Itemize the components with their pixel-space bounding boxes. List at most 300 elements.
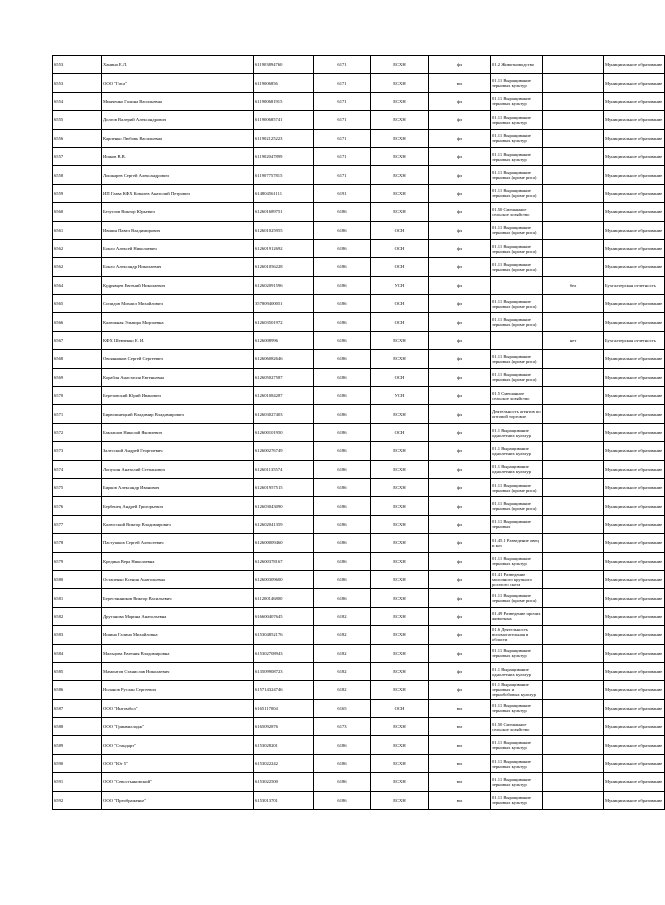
- taxpayer-name: Залесский Андрей Георгиевич: [102, 442, 254, 460]
- taxpayer-name: КФХ Шевченко Е. И.: [102, 331, 254, 349]
- inn-cell: 6153022500: [254, 773, 314, 791]
- note-cell: [543, 74, 604, 92]
- taxpayer-name: Карпенко Любовь Васильевна: [102, 129, 254, 147]
- row-number: 6561: [53, 221, 102, 239]
- tax-regime: ЕСХН: [371, 644, 429, 662]
- activity-description: 01.11 Выращивание зерновых (кроме риса): [491, 589, 543, 607]
- tax-regime: ЕСХН: [371, 570, 429, 588]
- note-cell: [543, 552, 604, 570]
- taxpayer-name: Баклашов Николай Яковлевич: [102, 423, 254, 441]
- municipality-cell: Муниципальное образование: [604, 368, 665, 386]
- tax-regime: ЕСХН: [371, 534, 429, 552]
- note-cell: [543, 350, 604, 368]
- tax-office-code: 6186: [314, 313, 371, 331]
- taxpayer-name: Ноланов Руслан Сергеевич: [102, 681, 254, 699]
- inn-cell: 6126008996: [254, 331, 314, 349]
- tax-regime: ЕСХН: [371, 718, 429, 736]
- inn-cell: 6153013701: [254, 791, 314, 809]
- registry-table: [52, 55, 665, 810]
- taxpayer-name: Лошкарев Сергей Александрович: [102, 166, 254, 184]
- taxpayer-name: Калюсский Виктор Владимирович: [102, 515, 254, 533]
- row-number: 6562: [53, 258, 102, 276]
- taxpayer-name: Ханина Е.Л.: [102, 56, 254, 74]
- municipality-cell: Муниципальное образование: [604, 295, 665, 313]
- inn-cell: 612606082646: [254, 350, 314, 368]
- inn-cell: 612600309600: [254, 570, 314, 588]
- tax-regime: ЕСХН: [371, 681, 429, 699]
- entity-type: юл: [429, 736, 491, 754]
- activity-description: 01.11 Выращивание зерновых культур: [491, 736, 543, 754]
- table-row: [53, 276, 665, 294]
- note-cell: [543, 699, 604, 717]
- tax-regime: ОСН: [371, 239, 429, 257]
- tax-office-code: 6191: [314, 184, 371, 202]
- tax-regime: ЕСХН: [371, 350, 429, 368]
- municipality-cell: Муниципальное образование: [604, 387, 665, 405]
- taxpayer-name: Овсянников Сергей Сергеевич: [102, 350, 254, 368]
- inn-cell: 612600276749: [254, 442, 314, 460]
- tax-regime: ЕСХН: [371, 166, 429, 184]
- taxpayer-name: Лопухин Анатолий Степанович: [102, 460, 254, 478]
- activity-description: 01.11 Выращивание зерновых культур: [491, 129, 543, 147]
- activity-description: 01.11 Выращивание зерновых культур: [491, 74, 543, 92]
- row-number: 6557: [53, 147, 102, 165]
- entity-type: фл: [429, 350, 491, 368]
- table-row: [53, 699, 665, 717]
- taxpayer-name: Минченко Галина Васильевна: [102, 92, 254, 110]
- note-cell: [543, 718, 604, 736]
- activity-description: 01.11 Выращивание зерновых (кроме риса): [491, 313, 543, 331]
- tax-regime: ЕСХН: [371, 552, 429, 570]
- entity-type: юл: [429, 791, 491, 809]
- entity-type: фл: [429, 570, 491, 588]
- row-number: 6576: [53, 497, 102, 515]
- activity-description: 01.6 Деятельность вспомогательная в области: [491, 626, 543, 644]
- table-row: [53, 607, 665, 625]
- tax-regime: ЕСХН: [371, 405, 429, 423]
- note-cell: [543, 387, 604, 405]
- taxpayer-name: ООО "Стандарт": [102, 736, 254, 754]
- entity-type: фл: [429, 258, 491, 276]
- inn-cell: 611902047899: [254, 147, 314, 165]
- note-cell: [543, 460, 604, 478]
- tax-regime: ЕСХН: [371, 791, 429, 809]
- entity-type: юл: [429, 754, 491, 772]
- tax-office-code: 6171: [314, 111, 371, 129]
- tax-office-code: 6186: [314, 570, 371, 588]
- municipality-cell: Муниципальное образование: [604, 773, 665, 791]
- taxpayer-name: Бокло Александр Николаевич: [102, 258, 254, 276]
- entity-type: фл: [429, 442, 491, 460]
- table-row: [53, 203, 665, 221]
- note-cell: [543, 295, 604, 313]
- note-cell: [543, 534, 604, 552]
- row-number: 6556: [53, 129, 102, 147]
- table-row: [53, 295, 665, 313]
- row-number: 6559: [53, 184, 102, 202]
- taxpayer-name: Бирюлинецкий Владимир Владимирович: [102, 405, 254, 423]
- municipality-cell: Муниципальное образование: [604, 607, 665, 625]
- taxpayer-name: Бокло Алексей Николаевич: [102, 239, 254, 257]
- municipality-cell: Муниципальное образование: [604, 92, 665, 110]
- tax-regime: ЕСХН: [371, 203, 429, 221]
- activity-description: 01.41 Разведение молочного крупного рогатого скота: [491, 570, 543, 588]
- inn-cell: 612603043090: [254, 497, 314, 515]
- entity-type: фл: [429, 184, 491, 202]
- table-row: [53, 460, 665, 478]
- table-row: [53, 515, 665, 533]
- municipality-cell: Муниципальное образование: [604, 589, 665, 607]
- tax-regime: ЕСХН: [371, 331, 429, 349]
- entity-type: юл: [429, 74, 491, 92]
- note-cell: [543, 589, 604, 607]
- row-number: 6578: [53, 534, 102, 552]
- entity-type: фл: [429, 552, 491, 570]
- tax-office-code: 6186: [314, 442, 371, 460]
- row-number: 6589: [53, 736, 102, 754]
- tax-office-code: 6186: [314, 258, 371, 276]
- note-cell: [543, 221, 604, 239]
- note-cell: [543, 773, 604, 791]
- row-number: 6584: [53, 644, 102, 662]
- activity-description: 01.1 Выращивание однолетних культур: [491, 460, 543, 478]
- inn-cell: 611900681915: [254, 92, 314, 110]
- note-cell: [543, 92, 604, 110]
- row-number: 6569: [53, 368, 102, 386]
- note-cell: [543, 644, 604, 662]
- municipality-cell: Муниципальное образование: [604, 258, 665, 276]
- activity-description: 01.50 Смешанное сельское хозяйство: [491, 203, 543, 221]
- entity-type: фл: [429, 644, 491, 662]
- taxpayer-name: Безуглов Виктор Юрьевич: [102, 203, 254, 221]
- row-number: 6588: [53, 718, 102, 736]
- row-number: 6553: [53, 56, 102, 74]
- tax-office-code: 6182: [314, 607, 371, 625]
- activity-description: 01.11 Выращивание зерновых (кроме риса): [491, 166, 543, 184]
- entity-type: фл: [429, 276, 491, 294]
- entity-type: фл: [429, 239, 491, 257]
- activity-description: 01.1 Выращивание однолетних культур: [491, 662, 543, 680]
- entity-type: фл: [429, 295, 491, 313]
- tax-regime: ЕСХН: [371, 589, 429, 607]
- taxpayer-name: Друтанова Марина Анатольевна: [102, 607, 254, 625]
- entity-type: юл: [429, 718, 491, 736]
- table-row: [53, 644, 665, 662]
- tax-regime: ЕСХН: [371, 460, 429, 478]
- note-cell: [543, 497, 604, 515]
- tax-regime: ОСН: [371, 423, 429, 441]
- municipality-cell: Муниципальное образование: [604, 147, 665, 165]
- row-number: 6555: [53, 111, 102, 129]
- activity-description: 01.11 Выращивание зерновых культур: [491, 699, 543, 717]
- tax-office-code: 6186: [314, 331, 371, 349]
- tax-office-code: 6171: [314, 166, 371, 184]
- table-row: [53, 56, 665, 74]
- taxpayer-name: Мальцова Евгения Владимировна: [102, 644, 254, 662]
- tax-office-code: 6171: [314, 147, 371, 165]
- inn-cell: 612602091596: [254, 276, 314, 294]
- tax-regime: УСН: [371, 276, 429, 294]
- note-cell: [543, 56, 604, 74]
- municipality-cell: Бухгалтерская отчетность: [604, 276, 665, 294]
- inn-cell: 614804561111: [254, 184, 314, 202]
- note-cell: [543, 184, 604, 202]
- tax-regime: ЕСХН: [371, 662, 429, 680]
- municipality-cell: Бухгалтерская отчетность: [604, 331, 665, 349]
- row-number: 6573: [53, 442, 102, 460]
- inn-cell: 615714324746: [254, 681, 314, 699]
- inn-cell: 612605027587: [254, 368, 314, 386]
- tax-office-code: 6186: [314, 534, 371, 552]
- table-row: [53, 534, 665, 552]
- activity-description: 01.11 Выращивание зерновых культур: [491, 147, 543, 165]
- taxpayer-name: Остапенко Ксения Анатольевна: [102, 570, 254, 588]
- entity-type: фл: [429, 368, 491, 386]
- entity-type: фл: [429, 589, 491, 607]
- entity-type: юл: [429, 699, 491, 717]
- municipality-cell: Муниципальное образование: [604, 791, 665, 809]
- taxpayer-name: Пастушков Сергей Алексеевич: [102, 534, 254, 552]
- municipality-cell: Муниципальное образование: [604, 515, 665, 533]
- taxpayer-name: Бербенец Андрей Григорьевич: [102, 497, 254, 515]
- municipality-cell: Муниципальное образование: [604, 497, 665, 515]
- tax-office-code: 6186: [314, 350, 371, 368]
- row-number: 6570: [53, 387, 102, 405]
- note-cell: [543, 129, 604, 147]
- taxpayer-name: Кредина Вера Николаевна: [102, 552, 254, 570]
- municipality-cell: Муниципальное образование: [604, 442, 665, 460]
- entity-type: фл: [429, 92, 491, 110]
- inn-cell: 611903894760: [254, 56, 314, 74]
- entity-type: фл: [429, 534, 491, 552]
- tax-regime: ЕСХН: [371, 147, 429, 165]
- table-row: [53, 129, 665, 147]
- note-cell: [543, 681, 604, 699]
- taxpayer-name: ООО "Интомбол": [102, 699, 254, 717]
- municipality-cell: Муниципальное образование: [604, 534, 665, 552]
- inn-cell: 611200146800: [254, 589, 314, 607]
- tax-office-code: 6186: [314, 791, 371, 809]
- activity-description: 01.11 Выращивание зерновых (кроме риса): [491, 350, 543, 368]
- note-cell: нет: [543, 331, 604, 349]
- table-row: [53, 681, 665, 699]
- tax-office-code: 6186: [314, 478, 371, 496]
- row-number: 6562: [53, 239, 102, 257]
- row-number: 6590: [53, 754, 102, 772]
- table-row: [53, 626, 665, 644]
- row-number: 6558: [53, 166, 102, 184]
- entity-type: фл: [429, 405, 491, 423]
- taxpayer-name: ООО "Преображенье": [102, 791, 254, 809]
- inn-cell: 357809400051: [254, 295, 314, 313]
- municipality-cell: Муниципальное образование: [604, 754, 665, 772]
- municipality-cell: Муниципальное образование: [604, 718, 665, 736]
- activity-description: 01.11 Выращивание зерновых культур: [491, 552, 543, 570]
- taxpayer-name: Березовский Юрий Иванович: [102, 387, 254, 405]
- table-row: [53, 662, 665, 680]
- tax-regime: УСН: [371, 387, 429, 405]
- tax-office-code: 6171: [314, 74, 371, 92]
- tax-regime: ОСН: [371, 368, 429, 386]
- tax-office-code: 6171: [314, 129, 371, 147]
- entity-type: фл: [429, 607, 491, 625]
- inn-cell: 611900685741: [254, 111, 314, 129]
- inn-cell: 612603027403: [254, 405, 314, 423]
- row-number: 6575: [53, 478, 102, 496]
- entity-type: фл: [429, 497, 491, 515]
- row-number: 6554: [53, 92, 102, 110]
- entity-type: фл: [429, 478, 491, 496]
- note-cell: [543, 258, 604, 276]
- tax-office-code: 6186: [314, 497, 371, 515]
- row-number: 6580: [53, 570, 102, 588]
- tax-office-code: 6171: [314, 92, 371, 110]
- taxpayer-name: ООО "Юг 5": [102, 754, 254, 772]
- inn-cell: 612601084287: [254, 387, 314, 405]
- inn-cell: 612601025955: [254, 221, 314, 239]
- inn-cell: 612600101950: [254, 423, 314, 441]
- inn-cell: 612601135574: [254, 460, 314, 478]
- activity-description: 01.11 Выращивание зерновых культур: [491, 644, 543, 662]
- table-row: [53, 423, 665, 441]
- tax-regime: ЕСХН: [371, 442, 429, 460]
- taxpayer-name: ООО "Гринвилладж": [102, 718, 254, 736]
- municipality-cell: Муниципальное образование: [604, 56, 665, 74]
- row-number: 6591: [53, 773, 102, 791]
- entity-type: фл: [429, 515, 491, 533]
- tax-office-code: 6182: [314, 644, 371, 662]
- note-cell: [543, 662, 604, 680]
- taxpayer-name: Мамонтов Станислав Николаевич: [102, 662, 254, 680]
- activity-description: 01.11 Выращивание зерновых (кроме риса): [491, 295, 543, 313]
- tax-regime: ОСН: [371, 258, 429, 276]
- tax-office-code: 6186: [314, 221, 371, 239]
- inn-cell: 6165117004: [254, 699, 314, 717]
- note-cell: [543, 570, 604, 588]
- entity-type: фл: [429, 331, 491, 349]
- note-cell: [543, 791, 604, 809]
- entity-type: юл: [429, 773, 491, 791]
- inn-cell: 6153022242: [254, 754, 314, 772]
- row-number: 6582: [53, 607, 102, 625]
- tax-office-code: 6186: [314, 460, 371, 478]
- tax-office-code: 6186: [314, 405, 371, 423]
- row-number: 6571: [53, 405, 102, 423]
- taxpayer-name: ООО "Гиса": [102, 74, 254, 92]
- tax-office-code: 6186: [314, 515, 371, 533]
- taxpayer-name: Берестянников Виктор Васильевич: [102, 589, 254, 607]
- note-cell: [543, 736, 604, 754]
- inn-cell: 611902125223: [254, 129, 314, 147]
- municipality-cell: Муниципальное образование: [604, 350, 665, 368]
- entity-type: фл: [429, 662, 491, 680]
- tax-office-code: 6186: [314, 368, 371, 386]
- municipality-cell: Муниципальное образование: [604, 166, 665, 184]
- tax-regime: ОСН: [371, 221, 429, 239]
- tax-office-code: 6171: [314, 56, 371, 74]
- table-row: [53, 350, 665, 368]
- row-number: 6583: [53, 626, 102, 644]
- row-number: 6564: [53, 276, 102, 294]
- note-cell: [543, 203, 604, 221]
- tax-office-code: 6186: [314, 773, 371, 791]
- inn-cell: 6153028201: [254, 736, 314, 754]
- inn-cell: 616600407645: [254, 607, 314, 625]
- activity-description: 01.49 Разведение прочих животных: [491, 607, 543, 625]
- entity-type: фл: [429, 221, 491, 239]
- entity-type: фл: [429, 166, 491, 184]
- activity-description: 01.1 Выращивание однолетних культур: [491, 442, 543, 460]
- taxpayer-name: Ившин Павел Владимирович: [102, 221, 254, 239]
- activity-description: 01.11 Выращивание зерновых (кроме риса): [491, 497, 543, 515]
- activity-description: 01.11 Выращивание зерновых культур: [491, 92, 543, 110]
- municipality-cell: Муниципальное образование: [604, 111, 665, 129]
- taxpayer-name: Бирков Александр Иванович: [102, 478, 254, 496]
- tax-office-code: 6186: [314, 736, 371, 754]
- activity-description: 01.11 Выращивание зерновых: [491, 515, 543, 533]
- note-cell: [543, 313, 604, 331]
- activity-description: 01.11 Выращивание зерновых (кроме риса): [491, 258, 543, 276]
- row-number: 6592: [53, 791, 102, 809]
- tax-regime: ЕСХН: [371, 129, 429, 147]
- row-number: 6581: [53, 589, 102, 607]
- note-cell: бел: [543, 276, 604, 294]
- row-number: 6585: [53, 662, 102, 680]
- note-cell: [543, 515, 604, 533]
- inn-cell: 612601056228: [254, 258, 314, 276]
- table-row: [53, 478, 665, 496]
- table-row: [53, 74, 665, 92]
- municipality-cell: Муниципальное образование: [604, 129, 665, 147]
- table-row: [53, 184, 665, 202]
- table-row: [53, 754, 665, 772]
- entity-type: фл: [429, 313, 491, 331]
- row-number: 6553: [53, 74, 102, 92]
- inn-cell: 6119006856: [254, 74, 314, 92]
- activity-description: 01.1 Выращивание однолетних культур: [491, 423, 543, 441]
- entity-type: фл: [429, 129, 491, 147]
- table-row: [53, 239, 665, 257]
- entity-type: фл: [429, 626, 491, 644]
- taxpayer-name: Корабля Анастасия Евгеньевна: [102, 368, 254, 386]
- table-row: [53, 368, 665, 386]
- tax-regime: ЕСХН: [371, 92, 429, 110]
- municipality-cell: Муниципальное образование: [604, 460, 665, 478]
- table-row: [53, 258, 665, 276]
- note-cell: [543, 754, 604, 772]
- activity-description: 01.2 Животноводство: [491, 56, 543, 74]
- municipality-cell: Муниципальное образование: [604, 699, 665, 717]
- taxpayer-name: ООО "Севостьяновский": [102, 773, 254, 791]
- municipality-cell: Муниципальное образование: [604, 313, 665, 331]
- table-row: [53, 497, 665, 515]
- activity-description: 01.1 Выращивание зерновых и зернобобовых культур: [491, 681, 543, 699]
- activity-description: 01.11 Выращивание зерновых культур: [491, 754, 543, 772]
- table-row: [53, 442, 665, 460]
- table-row: [53, 552, 665, 570]
- table-row: [53, 791, 665, 809]
- tax-regime: ОСН: [371, 699, 429, 717]
- municipality-cell: Муниципальное образование: [604, 405, 665, 423]
- activity-description: 01.11 Выращивание зерновых (кроме риса): [491, 239, 543, 257]
- municipality-cell: Муниципальное образование: [604, 478, 665, 496]
- tax-regime: ЕСХН: [371, 773, 429, 791]
- tax-regime: ЕСХН: [371, 497, 429, 515]
- table-row: [53, 147, 665, 165]
- taxpayer-name: Сопидов Михаил Михайлович: [102, 295, 254, 313]
- entity-type: фл: [429, 460, 491, 478]
- row-number: 6560: [53, 203, 102, 221]
